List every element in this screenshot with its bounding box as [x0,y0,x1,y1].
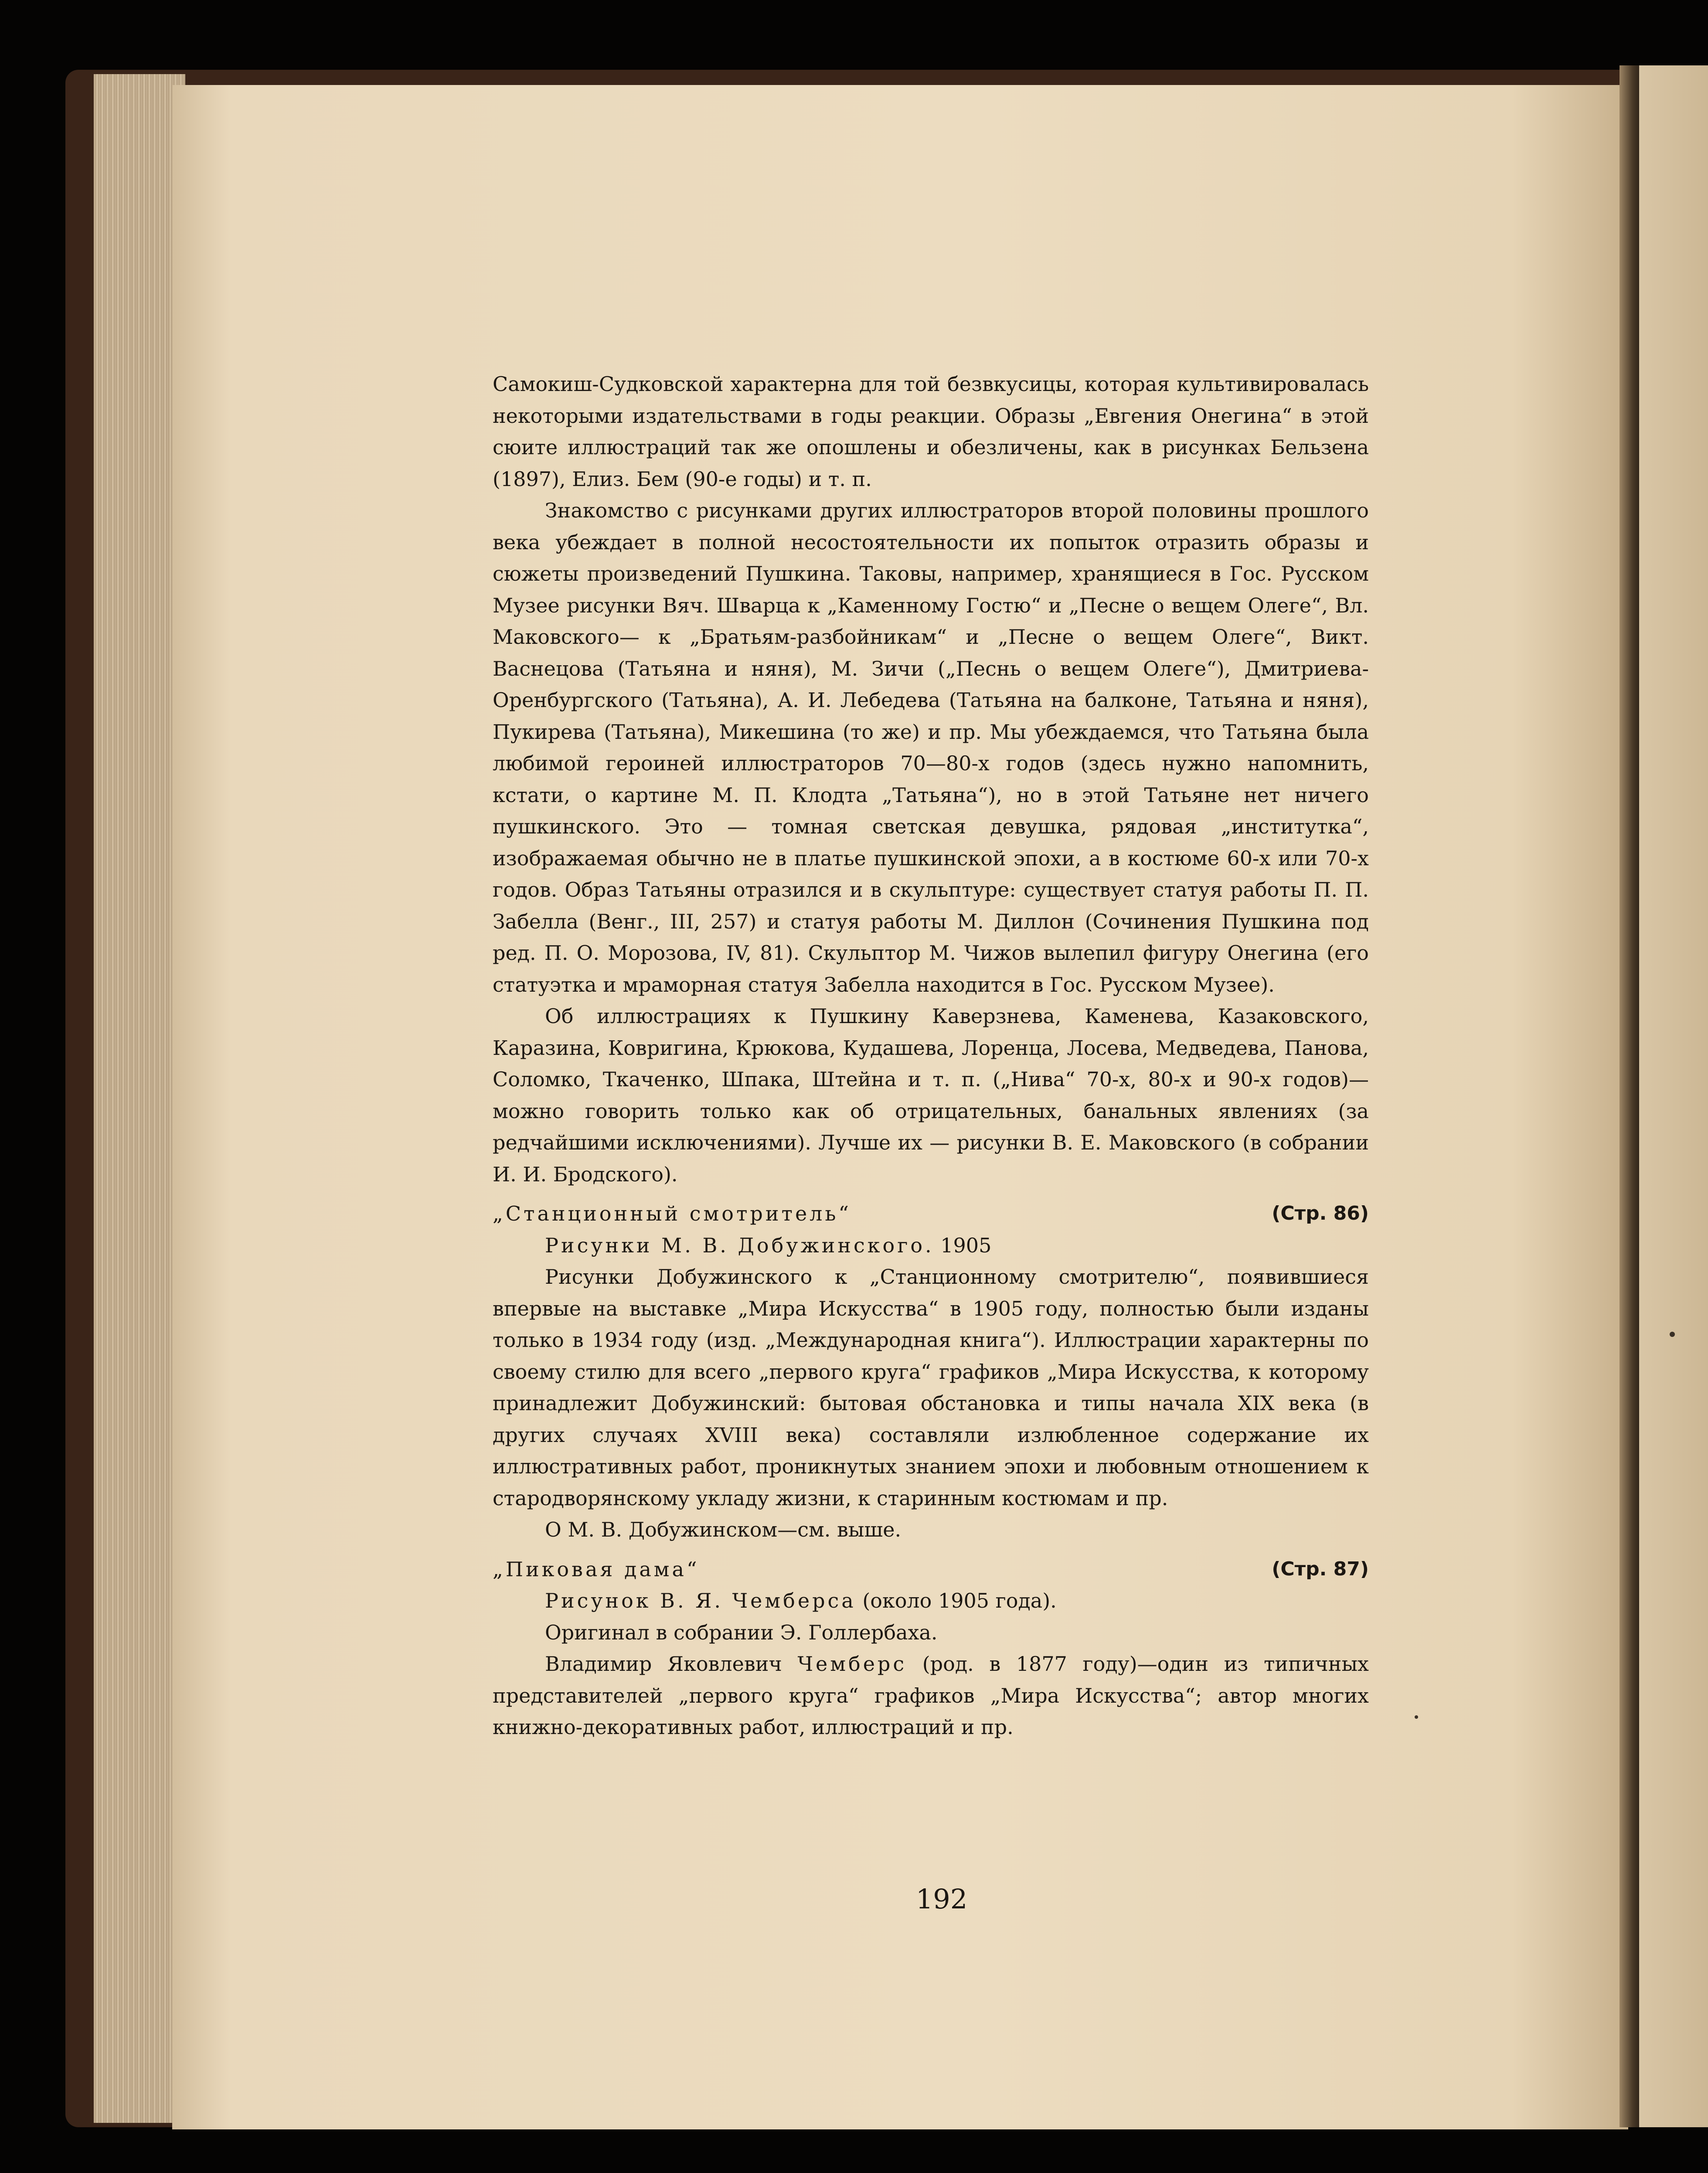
page-text [493,368,1369,1743]
section-heading [493,1198,1369,1230]
section-title: „Пиковая дама“ [493,1557,700,1581]
paragraph: Знакомство с рисунками других иллюстраторов второй половины прошлого века убеждает в полной несостоятельности их попыток отразить образы и сюжеты произведений Пушкина. Таковы, например, хранящиеся в Гос. Русском Музее рисунки Вяч. Шварца к „Каменному Гостю“ и „Песне о вещем Олеге“, Вл. Маковского— к „Братьям-разбойникам“ и „Песне о вещем Олеге“, Викт. Васнецова (Татьяна и няня), М. Зичи („Песнь о вещем Олеге“), Дмитриева-Оренбургского (Татьяна), А. И. Лебедева (Татьяна на балконе, Татьяна и няня), Пукирева (Татьяна), Микешина (то же) и пр. Мы убеждаемся, что Татьяна была любимой героиней иллюстраторов 70—80-х годов (здесь нужно напомнить, кстати, о картине М. П. Клодта „Татьяна“), но в этой Татьяне нет ничего пушкинского. Это — томная светская девушка, рядовая „институтка“, изображаемая обычно не в платье пушкинской эпохи, а в костюме 60-х или 70-х годов. Образ Татьяны отразился и в скульптуре: существует статуя работы П. П. Забелла (Венг., III, 257) и статуя работы М. Диллон (Сочинения Пушкина под ред. П. О. Морозова, IV, 81). Скульптор М. Чижов вылепил фигуру Онегина (его статуэтка и мраморная статуя Забелла находится в Гос. Русском Музее). [493,499,1369,996]
paragraph: Самокиш-Судковской характерна для той безвкусицы, которая культивировалась некоторыми издательствами в годы реакции. Образы „Евгения Онегина“ в этой сюите иллюстраций так же опошлены и обезличены, как в рисунках Бельзена (1897), Елиз. Бем (90-е годы) и т. п. [493,372,1369,491]
next-page-edge [1639,65,1708,2127]
paragraph: О М. В. Добужинском—см. выше. [545,1518,902,1541]
section-heading [493,1554,1369,1585]
paper-speck [1415,1715,1418,1719]
paragraph: Владимир Яковлевич Чемберс (род. в 1877 году)—один из типичных представителей „первого круга“ графиков „Мира Искусства“; автор многих книжно-декоративных работ, иллюстраций и пр. [493,1652,1369,1739]
section-subtitle: Рисунок В. Я. Чемберса (около 1905 года). [545,1589,1057,1612]
page-reference: (Стр. 87) [1272,1557,1369,1580]
paragraph: Об иллюстрациях к Пушкину Каверзнева, Каменева, Казаковского, Каразина, Ковригина, Крюкова, Кудашева, Лоренца, Лосева, Медведева, Панова, Соломко, Ткаченко, Шпака, Штейна и т. п. („Нива“ 70-х, 80-х и 90-х годов)—можно говорить только как об отрицательных, банальных явлениях (за редчайшими исключениями). Лучше их — рисунки В. Е. Маковского (в собрании И. И. Бродского). [493,1004,1369,1186]
section-subtitle: Рисунки М. В. Добужинского. 1905 [545,1233,992,1257]
page-edges [94,74,185,2123]
paragraph: Рисунки Добужинского к „Станционному смотрителю“, появившиеся впервые на выставке „Мира Искусства“ в 1905 году, полностью были изданы только в 1934 году (изд. „Международная книга“). Иллюстрации характерны по своему стилю для всего „первого круга“ графиков „Мира Искусства, к которому принадлежит Добужинский: бытовая обстановка и типы начала XIX века (в других случаях XVIII века) составляли излюбленное содержание их иллюстративных работ, проникнутых знанием эпохи и любовным отношением к стародворянскому укладу жизни, к старинным костюмам и пр. [493,1265,1369,1510]
paper-speck [1670,1332,1675,1337]
section-title: „Станционный смотритель“ [493,1202,851,1225]
page-number: 192 [915,1883,968,1915]
book-gutter [1620,65,1641,2127]
page-reference: (Стр. 86) [1272,1202,1369,1224]
paragraph: Оригинал в собрании Э. Голлербаха. [545,1620,938,1644]
